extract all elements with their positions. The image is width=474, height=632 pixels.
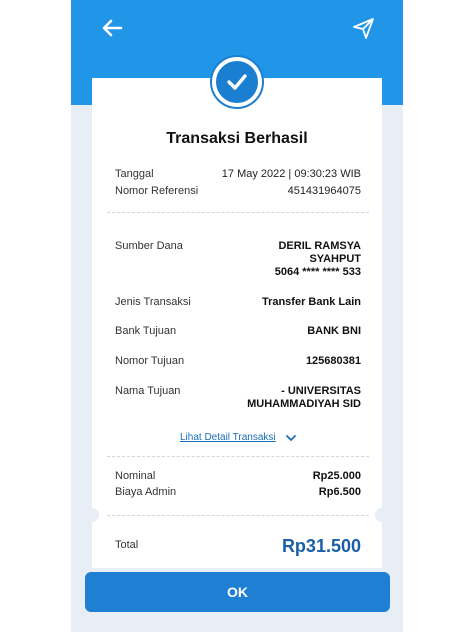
- destination-name-label: Nama Tujuan: [115, 385, 181, 397]
- phone-screen: [71, 0, 403, 632]
- back-button[interactable]: [99, 17, 125, 39]
- arrow-left-icon: [99, 17, 125, 39]
- destination-number-value: 125680381: [305, 355, 361, 367]
- chevron-down-icon: [286, 434, 296, 442]
- date-value: 17 May 2022 | 09:30:23 WIB: [221, 168, 361, 180]
- view-details-label: Lihat Detail Transaksi: [180, 432, 276, 443]
- view-details-link[interactable]: [180, 432, 296, 443]
- source-fund-name-line2: SYAHPUT: [309, 253, 361, 265]
- destination-name-line1: - UNIVERSITAS: [281, 385, 361, 397]
- nominal-value: Rp25.000: [312, 470, 361, 482]
- date-label: Tanggal: [115, 168, 154, 180]
- check-icon: [225, 70, 249, 94]
- reference-value: 451431964075: [287, 185, 361, 197]
- receipt-notch-left: [85, 508, 99, 522]
- success-badge: [212, 57, 262, 107]
- ok-button[interactable]: OK: [85, 572, 390, 612]
- transaction-type-value: Transfer Bank Lain: [261, 296, 361, 308]
- destination-bank-value: BANK BNI: [307, 325, 361, 337]
- page-title: Transaksi Berhasil: [166, 130, 308, 147]
- source-fund-card: 5064 **** **** 533: [274, 266, 361, 278]
- destination-bank-label: Bank Tujuan: [115, 325, 177, 337]
- divider: [107, 515, 369, 516]
- receipt-notch-right: [375, 508, 389, 522]
- admin-fee-label: Biaya Admin: [115, 486, 177, 498]
- source-fund-label: Sumber Dana: [115, 240, 183, 252]
- total-value: Rp31.500: [281, 536, 361, 556]
- total-label: Total: [115, 539, 139, 551]
- source-fund-name-line1: DERIL RAMSYA: [278, 240, 361, 252]
- divider: [107, 456, 369, 457]
- send-icon: [351, 15, 377, 41]
- transaction-type-label: Jenis Transaksi: [115, 296, 191, 308]
- destination-number-label: Nomor Tujuan: [115, 355, 185, 367]
- destination-name-line2: MUHAMMADIYAH SID: [247, 398, 361, 410]
- share-button[interactable]: [351, 15, 377, 41]
- admin-fee-value: Rp6.500: [318, 486, 361, 498]
- divider: [107, 212, 369, 213]
- nominal-label: Nominal: [115, 470, 156, 482]
- reference-label: Nomor Referensi: [115, 185, 199, 197]
